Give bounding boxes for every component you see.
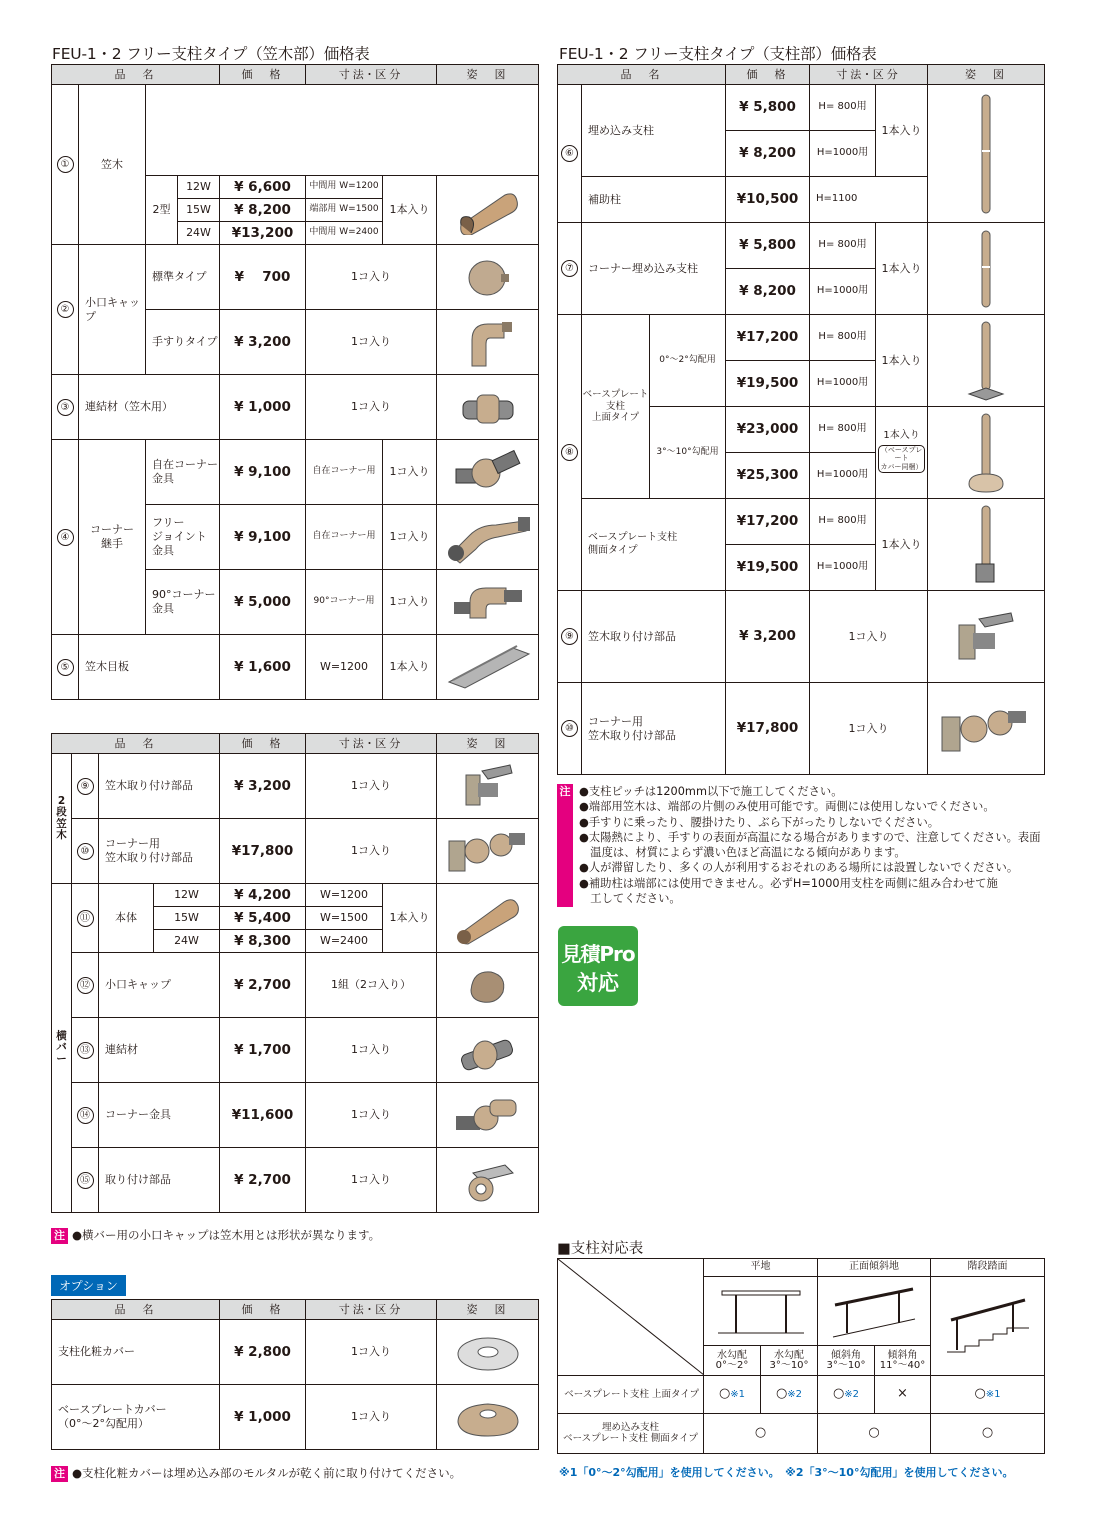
- col-flat: 平地: [704, 1259, 818, 1277]
- kasagi-price-table: [51, 64, 539, 700]
- yokobar-corner-image: [437, 1083, 539, 1148]
- row-no: ⑪: [72, 884, 99, 953]
- width-label: 12W: [154, 884, 220, 907]
- right-notes: [557, 784, 1047, 906]
- mark: ○: [718, 1386, 731, 1402]
- item-name: コーナー 継手: [79, 440, 146, 635]
- row-no: ⑩: [558, 683, 582, 775]
- note-left-2: [51, 1466, 461, 1482]
- size: 90°コーナー用: [306, 570, 383, 635]
- angle: 3°～10°勾配用: [650, 407, 726, 499]
- note-line: 温度は、材質によらず濃い色ほど高温になる傾向があります。: [579, 846, 906, 860]
- item-name: 笠木: [79, 85, 146, 245]
- price: ¥17,200: [726, 499, 810, 545]
- col-name: 品 名: [52, 734, 220, 754]
- cell: ○: [818, 1414, 931, 1454]
- price: ¥ 5,800: [726, 85, 810, 131]
- qty: 1コ入り: [810, 683, 928, 775]
- item-name: 取り付け部品: [99, 1148, 220, 1213]
- price: ¥ 8,200: [220, 199, 306, 222]
- post-image: [928, 85, 1045, 223]
- width-label: 15W: [154, 907, 220, 930]
- price: ¥ 9,100: [220, 440, 306, 505]
- corner-bracket-image: [437, 819, 539, 884]
- item-name: コーナー用 笠木取り付け部品: [582, 683, 726, 775]
- corner-post-image: [928, 223, 1045, 315]
- item-name: コーナー用 笠木取り付け部品: [99, 819, 220, 884]
- price: ¥ 1,600: [220, 635, 306, 700]
- sub-name: 標準タイプ: [146, 245, 220, 310]
- col-size: 寸法･区分: [810, 65, 928, 85]
- width-label: 12W: [178, 176, 220, 199]
- price: ¥ 3,200: [220, 310, 306, 375]
- row-no: ⑭: [72, 1083, 99, 1148]
- qty: 1コ入り: [306, 375, 437, 440]
- subcol: 傾斜角 3°～10°: [818, 1346, 875, 1376]
- size: 端部用 W=1500: [306, 199, 383, 222]
- price: ¥ 8,300: [220, 930, 306, 953]
- cell: [704, 1376, 761, 1414]
- price: ¥19,500: [726, 545, 810, 591]
- row-no: ①: [52, 85, 79, 245]
- size: H=1100: [810, 177, 928, 223]
- width-label: 24W: [178, 222, 220, 245]
- price: ¥17,800: [726, 683, 810, 775]
- size: 中間用 W=2400: [306, 222, 383, 245]
- price: ¥ 5,800: [726, 223, 810, 269]
- row-no: ⑫: [72, 953, 99, 1018]
- item-name: 本体: [99, 884, 154, 953]
- mark: ○: [832, 1386, 845, 1402]
- row-no: ④: [52, 440, 79, 635]
- row-no: ⑮: [72, 1148, 99, 1213]
- price: ¥19,500: [726, 361, 810, 407]
- corner-fitting-image: [437, 440, 539, 505]
- yokobar-joint-image: [437, 1018, 539, 1083]
- col-name: 品 名: [558, 65, 726, 85]
- cell: [761, 1376, 818, 1414]
- row-label: ベースプレート支柱 上面タイプ: [558, 1376, 704, 1414]
- slope-diagram: [818, 1277, 931, 1346]
- item-name: ベースプレートカバー （0°～2°勾配用）: [52, 1385, 220, 1450]
- item-name: 笠木取り付け部品: [99, 754, 220, 819]
- row-no: ⑨: [72, 754, 99, 819]
- mitsumori-pro-badge: [558, 926, 638, 1006]
- cell: ×: [875, 1376, 931, 1414]
- item-name: コーナー金具: [99, 1083, 220, 1148]
- col-figure: 姿 図: [928, 65, 1045, 85]
- badge-line-1: 見積Pro: [561, 942, 635, 966]
- note-line: ●太陽熱により、手すりの表面が高温になる場合がありますので、注意してください。表面: [579, 830, 1041, 844]
- row-no: ⑧: [558, 315, 582, 591]
- price: ¥11,600: [220, 1083, 306, 1148]
- price: ¥ 1,000: [220, 375, 306, 440]
- width-label: 24W: [154, 930, 220, 953]
- bracket-image: [928, 591, 1045, 683]
- size: H= 800用: [810, 315, 876, 361]
- size: 自在コーナー用: [306, 440, 383, 505]
- bracket-image: [437, 754, 539, 819]
- sub-name: 手すりタイプ: [146, 310, 220, 375]
- col-figure: 姿 図: [437, 1300, 539, 1320]
- col-size: 寸法･区分: [306, 1300, 437, 1320]
- note-line: ●人が滞留したり、多くの人が利用するおそれのある場所には設置しないでください。: [579, 861, 1019, 875]
- row-no: ⑤: [52, 635, 79, 700]
- col-price: 価 格: [726, 65, 810, 85]
- col-price: 価 格: [220, 734, 306, 754]
- col-size: 寸法･区分: [306, 734, 437, 754]
- size: H=1000用: [810, 361, 876, 407]
- col-size: 寸法･区分: [306, 65, 437, 85]
- baseplate-cover-image: [437, 1385, 539, 1450]
- size: H= 800用: [810, 499, 876, 545]
- qty: 1コ入り: [306, 1083, 437, 1148]
- qty: 1本入り: [383, 176, 437, 245]
- note-bar: [557, 784, 573, 907]
- compat-title: ■支柱対応表: [557, 1241, 644, 1257]
- qty: 1コ入り: [383, 570, 437, 635]
- row-label: 埋め込み支柱 ベースプレート支柱 側面タイプ: [558, 1414, 704, 1454]
- size: H=1000用: [810, 269, 876, 315]
- post-price-table: [557, 64, 1045, 775]
- subcol: 傾斜角 11°～40°: [875, 1346, 931, 1376]
- price: ¥17,800: [220, 819, 306, 884]
- corner-bracket-image: [928, 683, 1045, 775]
- cap-image: [437, 245, 539, 310]
- col-name: 品 名: [52, 65, 220, 85]
- stairs-diagram: [931, 1277, 1045, 1376]
- item-name: 支柱化粧カバー: [52, 1320, 220, 1385]
- price: ¥ 8,200: [726, 269, 810, 315]
- price: ¥ 1,700: [220, 1018, 306, 1083]
- size: 中間用 W=1200: [306, 176, 383, 199]
- qty: 1コ入り: [306, 1018, 437, 1083]
- qty: 1本入り: [876, 223, 928, 315]
- item-name: 連結材: [99, 1018, 220, 1083]
- qty: 1コ入り: [306, 245, 437, 310]
- note-mark: 注: [51, 1228, 68, 1244]
- size: H= 800用: [810, 85, 876, 131]
- size: W=2400: [306, 930, 383, 953]
- badge-line-2: 対応: [577, 971, 619, 995]
- col-slope: 正面傾斜地: [818, 1259, 931, 1277]
- note-text: ●横バー用の小口キャップは笠木用とは形状が異なります。: [72, 1228, 381, 1242]
- col-name: 品 名: [52, 1300, 220, 1320]
- price: ¥ 3,200: [220, 754, 306, 819]
- price: ¥ 1,000: [220, 1385, 306, 1450]
- sub-name: 補助柱: [582, 177, 726, 223]
- right-title: FEU-1・2 フリー支柱タイプ（支柱部）価格表: [559, 45, 877, 63]
- size: W=1500: [306, 907, 383, 930]
- qty: 1コ入り: [306, 754, 437, 819]
- price: ¥ 5,000: [220, 570, 306, 635]
- item-name: コーナー埋め込み支柱: [582, 223, 726, 315]
- row-no: ⑨: [558, 591, 582, 683]
- note-line: ●補助柱は端部には使用できません。必ずH=1000用支柱を両側に組み合わせて施: [579, 876, 998, 890]
- item-name: ベースプレート支柱 側面タイプ: [582, 499, 726, 591]
- price: ¥13,200: [220, 222, 306, 245]
- compat-table: [557, 1258, 1045, 1454]
- item-name: 埋め込み支柱: [582, 85, 726, 177]
- mount-part-image: [437, 1148, 539, 1213]
- qty: 1本入り: [383, 884, 437, 953]
- cell: ○: [931, 1414, 1045, 1454]
- price: ¥25,300: [726, 453, 810, 499]
- size: W=1200: [306, 884, 383, 907]
- row-no: ⑥: [558, 85, 582, 223]
- qty: 1コ入り: [810, 591, 928, 683]
- subcol: 水勾配 3°～10°: [761, 1346, 818, 1376]
- qty: 1本入り: [883, 430, 920, 442]
- size: H=1000用: [810, 453, 876, 499]
- kasagi-image: [437, 176, 539, 245]
- price: ¥ 700: [220, 245, 306, 310]
- price: ¥ 4,200: [220, 884, 306, 907]
- row-no: ⑬: [72, 1018, 99, 1083]
- cell: [931, 1376, 1045, 1414]
- size: H=1000用: [810, 545, 876, 591]
- item-name: ベースプレート 支柱 上面タイプ: [582, 315, 650, 499]
- price: ¥ 2,700: [220, 1148, 306, 1213]
- note-line: ●支柱ピッチは1200mm以下で施工してください。: [579, 785, 843, 798]
- qty: 1組（2コ入り）: [306, 953, 437, 1018]
- size: H= 800用: [810, 223, 876, 269]
- group-label: 横 バ ー: [52, 884, 72, 1213]
- qty: 1本入り: [383, 635, 437, 700]
- second-price-table: [51, 733, 539, 1213]
- note-mark: 注: [559, 785, 571, 798]
- size: W=1200: [306, 635, 383, 700]
- meita-image: [437, 635, 539, 700]
- baseplate-post-slope-image: [928, 407, 1045, 499]
- price: ¥ 8,200: [726, 131, 810, 177]
- qty: 1コ入り: [306, 310, 437, 375]
- qty: 1コ入り: [306, 819, 437, 884]
- col-figure: 姿 図: [437, 65, 539, 85]
- qty: 1本入り: [876, 499, 928, 591]
- qty: 1本入り: [876, 315, 928, 407]
- cell: ○: [704, 1414, 818, 1454]
- angle: 0°～2°勾配用: [650, 315, 726, 407]
- mark: ○: [974, 1386, 986, 1402]
- option-table: [51, 1299, 539, 1450]
- handrail-cap-image: [437, 310, 539, 375]
- note-line: ●手すりに乗ったり、腰掛けたり、ぶら下がったりしないでください。: [579, 815, 940, 829]
- note-left-1: [51, 1228, 380, 1244]
- qty-cell: [876, 407, 928, 499]
- cover-image: [437, 1320, 539, 1385]
- qty-note: （ベースプレート カバー同梱）: [878, 445, 925, 473]
- col-stairs: 階段踏面: [931, 1259, 1045, 1277]
- cell: [818, 1376, 875, 1414]
- qty: 1コ入り: [383, 440, 437, 505]
- row-no: ⑦: [558, 223, 582, 315]
- 90-corner-image: [437, 570, 539, 635]
- price: ¥10,500: [726, 177, 810, 223]
- qty: 1コ入り: [306, 1148, 437, 1213]
- item-name: 笠木目板: [79, 635, 220, 700]
- qty: 1コ入り: [306, 1385, 437, 1450]
- joint-image: [437, 375, 539, 440]
- ref: ※2: [844, 1389, 860, 1401]
- price: ¥ 2,800: [220, 1320, 306, 1385]
- row-no: ⑩: [72, 819, 99, 884]
- side-post-image: [928, 499, 1045, 591]
- width-label: 15W: [178, 199, 220, 222]
- option-badge: オプション: [51, 1275, 126, 1296]
- row-no: ③: [52, 375, 79, 440]
- price: ¥ 2,700: [220, 953, 306, 1018]
- note-line: ●端部用笠木は、端部の片側のみ使用可能です。両側には使用しないでください。: [579, 800, 995, 814]
- sub-name: 自在コーナー 金具: [146, 440, 220, 505]
- size: H= 800用: [810, 407, 876, 453]
- ref: ※1: [985, 1389, 1001, 1401]
- item-name: 連結材（笠木用）: [79, 375, 220, 440]
- col-price: 価 格: [220, 65, 306, 85]
- yokobar-cap-image: [437, 953, 539, 1018]
- price: ¥ 9,100: [220, 505, 306, 570]
- ref: ※1: [730, 1389, 746, 1401]
- sub-name: 90°コーナー 金具: [146, 570, 220, 635]
- qty: 1コ入り: [306, 1320, 437, 1385]
- row-no: ②: [52, 245, 79, 375]
- yokobar-image: [437, 884, 539, 953]
- col-price: 価 格: [220, 1300, 306, 1320]
- price: ¥ 5,400: [220, 907, 306, 930]
- left-title: FEU-1・2 フリー支柱タイプ（笠木部）価格表: [52, 45, 370, 63]
- item-name: 笠木取り付け部品: [582, 591, 726, 683]
- item-name: 小口キャップ: [79, 245, 146, 375]
- price: ¥23,000: [726, 407, 810, 453]
- mark: ○: [775, 1386, 788, 1402]
- col-figure: 姿 図: [437, 734, 539, 754]
- free-joint-image: [437, 505, 539, 570]
- group-label: 2 段 笠 木: [52, 754, 72, 884]
- size: 自在コーナー用: [306, 505, 383, 570]
- qty: 1本入り: [876, 85, 928, 177]
- subcol: 水勾配 0°～2°: [704, 1346, 761, 1376]
- price: ¥17,200: [726, 315, 810, 361]
- note-line: 工してください。: [579, 892, 681, 906]
- flat-diagram: [704, 1277, 818, 1346]
- type-label: 2型: [146, 176, 178, 245]
- item-name: 小口キャップ: [99, 953, 220, 1018]
- size: H=1000用: [810, 131, 876, 177]
- qty: 1コ入り: [383, 505, 437, 570]
- compat-footnote: ※1「0°～2°勾配用」を使用してください。 ※2「3°～10°勾配用」を使用してください。: [559, 1466, 1014, 1479]
- ref: ※2: [787, 1389, 803, 1401]
- baseplate-post-image: [928, 315, 1045, 407]
- notes-list: [579, 784, 1047, 906]
- note-text: ●支柱化粧カバーは埋め込み部のモルタルが乾く前に取り付けてください。: [72, 1466, 462, 1480]
- note-mark: 注: [51, 1466, 68, 1482]
- price: ¥ 6,600: [220, 176, 306, 199]
- sub-name: フリー ジョイント 金具: [146, 505, 220, 570]
- price: ¥ 3,200: [726, 591, 810, 683]
